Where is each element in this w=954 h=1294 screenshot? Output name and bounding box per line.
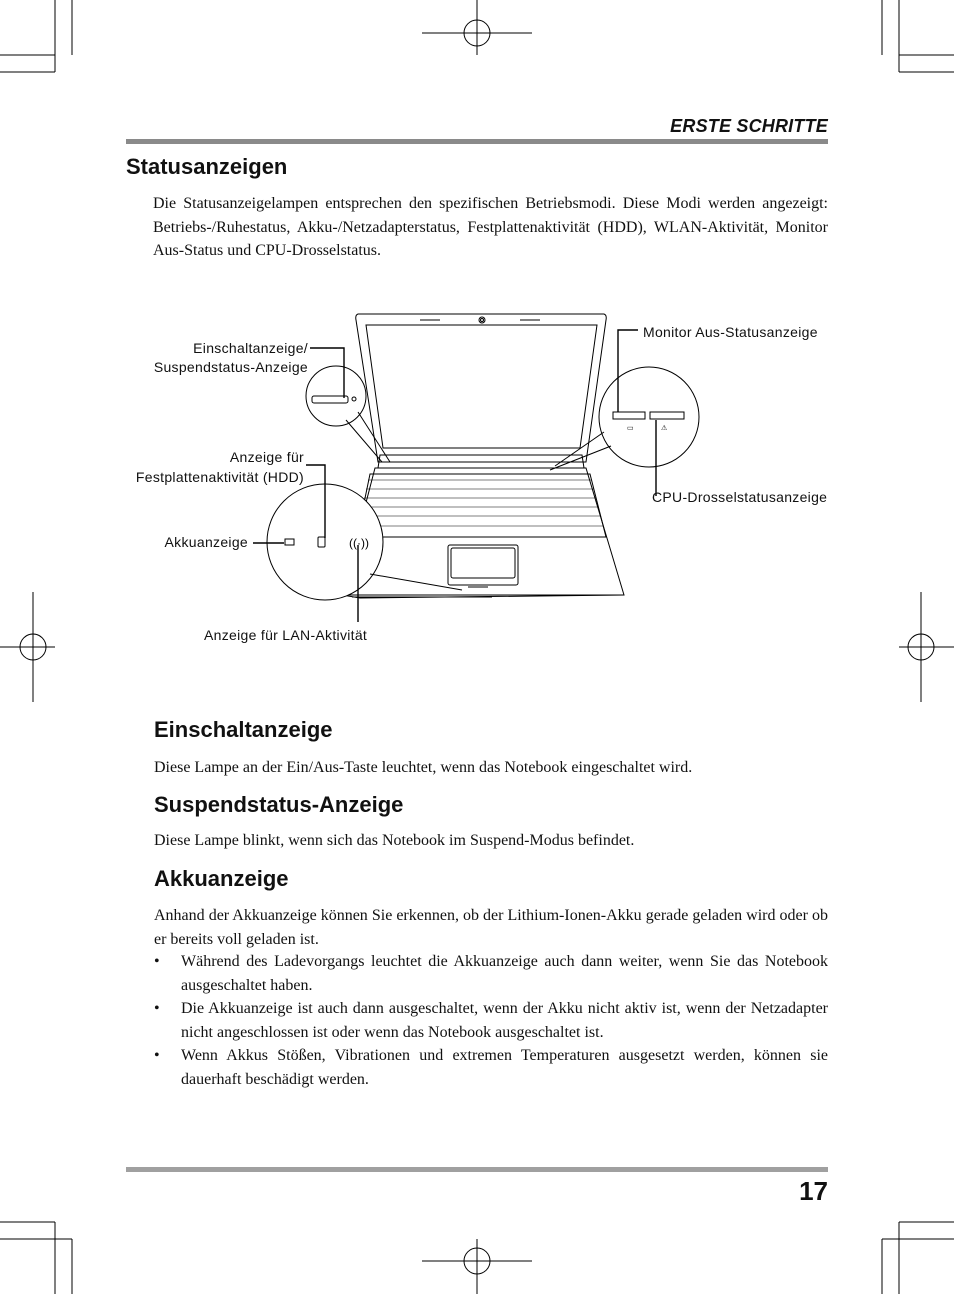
svg-text:((·)): ((·)) (349, 536, 369, 550)
label-hdd-line1: Anzeige für (229, 449, 304, 465)
running-header: ERSTE SCHRITTE (670, 116, 828, 136)
bullet-symbol: • (154, 953, 160, 970)
label-battery: Akkuanzeige (164, 534, 248, 550)
footer-rule (126, 1167, 828, 1172)
label-power-line1: Einschaltanzeige/ (193, 340, 308, 356)
keyboard (357, 474, 606, 537)
section-text: Diese Lampe blinkt, wenn sich das Notebook im Suspend-Modus befindet. (154, 832, 635, 849)
bullet-list (154, 950, 828, 1091)
list-item: • Die Akkuanzeige ist auch dann ausgeschaltet, wenn der Akku nicht aktiv ist, wenn der Netzadapter nicht angeschlossen ist oder wenn das Notebook ausgeschaltet ist. (154, 997, 828, 1044)
label-lan: Anzeige für LAN-Aktivität (204, 627, 368, 643)
list-item: • Während des Ladevorgangs leuchtet die Akkuanzeige auch dann weiter, wenn Sie das Notebook ausgeschaltet haben. (154, 950, 828, 997)
label-monitor-off: Monitor Aus-Statusanzeige (643, 324, 818, 340)
list-item: • Wenn Akkus Stößen, Vibrationen und extremen Temperaturen ausgesetzt werden, können sie dauerhaft beschädigt werden. (154, 1044, 828, 1091)
intro-paragraph: Die Statusanzeigelampen entsprechen den spezifischen Betriebsmodi. Diese Modi werden angezeigt: Betriebs-/Ruhestatus, Akku-/Netzadapterstatus, Festplattenaktivität (HDD), WLAN-Aktivität, Monitor Aus-Status und CPU-Drosselstatus. (153, 195, 828, 259)
page-heading: Statusanzeigen (126, 154, 288, 179)
label-hdd-line2: Festplattenaktivität (HDD) (135, 469, 304, 485)
section-text: Anhand der Akkuanzeige können Sie erkennen, ob der Lithium-Ionen-Akku gerade geladen wird oder ob er bereits voll geladen ist. (154, 907, 828, 948)
svg-text:⚠: ⚠ (661, 425, 668, 432)
label-cpu-throttle: CPU-Drosselstatusanzeige (652, 489, 828, 505)
touchpad (448, 545, 518, 585)
section-text: Diese Lampe an der Ein/Aus-Taste leuchtet, wenn das Notebook eingeschaltet wird. (154, 759, 693, 776)
laptop-lid (356, 314, 607, 462)
page-number: 17 (799, 1176, 828, 1206)
label-power-line2: Suspendstatus-Anzeige (153, 359, 308, 375)
bullet-symbol: • (154, 1000, 160, 1017)
svg-text:▭: ▭ (627, 425, 634, 432)
bullet-symbol: • (154, 1047, 160, 1064)
section-heading: Akkuanzeige (154, 866, 289, 891)
section-heading: Suspendstatus-Anzeige (154, 792, 404, 817)
section-heading: Einschaltanzeige (154, 717, 333, 742)
